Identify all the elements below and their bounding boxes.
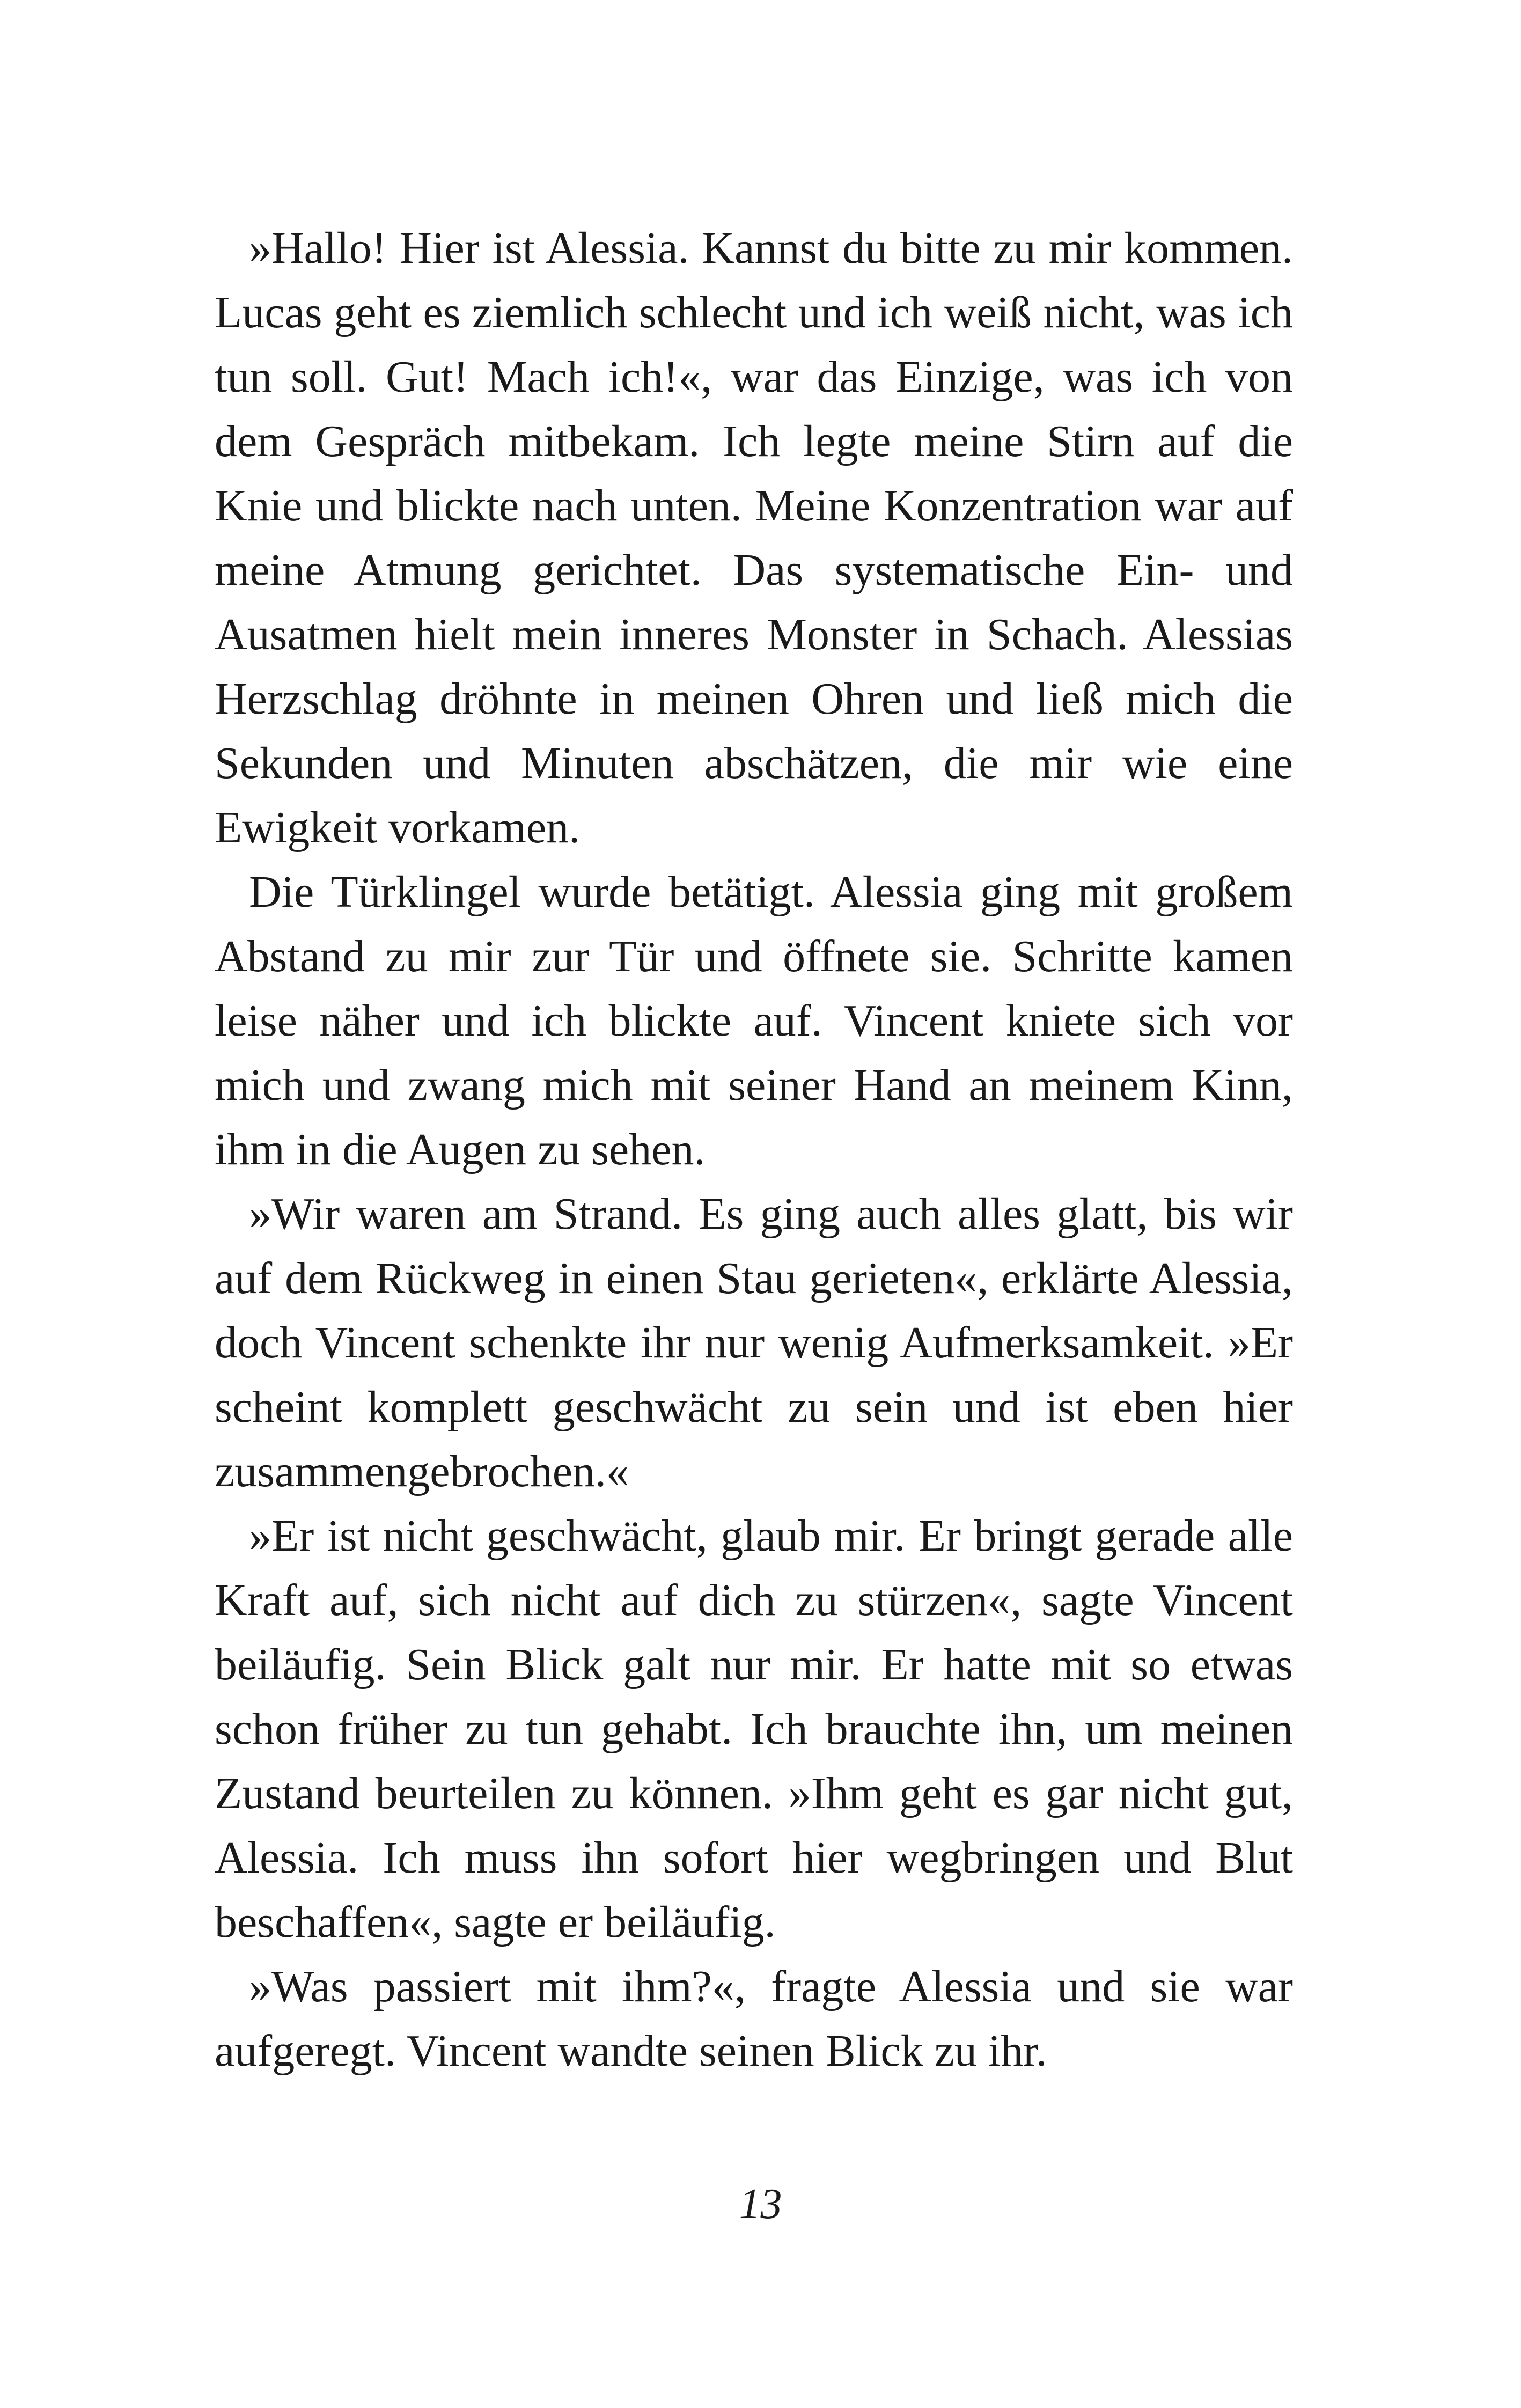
body-text [215,216,1293,2083]
page-number: 13 [739,2181,782,2228]
paragraph-5: »Was passiert mit ihm?«, fragte Alessia und sie war aufgeregt. Vincent wandte seinen Blick zu ihr. [215,1962,1293,2076]
paragraph-3: »Wir waren am Strand. Es ging auch alles glatt, bis wir auf dem Rückweg in einen Stau gerieten«, erklärte Alessia, doch Vincent schenkte ihr nur wenig Aufmerksamkeit. »Er scheint komplett geschwächt zu sein und ist eben hier zusammengebrochen.« [215,1189,1293,1496]
paragraph-4: »Er ist nicht geschwächt, glaub mir. Er bringt gerade alle Kraft auf, sich nicht auf dich zu stürzen«, sagte Vincent beiläufig. Sein Blick galt nur mir. Er hatte mit so etwas schon früher zu tun gehabt. Ich brauchte ihn, um meinen Zustand beurteilen zu können. »Ihm geht es gar nicht gut, Alessia. Ich muss ihn sofort hier wegbringen und Blut beschaffen«, sagte er beiläufig. [215,1511,1293,1947]
paragraph-1: »Hallo! Hier ist Alessia. Kannst du bitte zu mir kommen. Lucas geht es ziemlich schlecht und ich weiß nicht, was ich tun soll. Gut! Mach ich!«, war das Einzige, was ich von dem Gespräch mitbekam. Ich legte meine Stirn auf die Knie und blickte nach unten. Meine Konzentration war auf meine Atmung gerichtet. Das systematische Ein- und Ausatmen hielt mein inneres Monster in Schach. Alessias Herzschlag dröhnte in meinen Ohren und ließ mich die Sekunden und Minuten abschätzen, die mir wie eine Ewigkeit vorkamen. [215,223,1293,853]
paragraph-2: Die Türklingel wurde betätigt. Alessia ging mit großem Abstand zu mir zur Tür und öffnete sie. Schritte kamen leise näher und ich blickte auf. Vincent kniete sich vor mich und zwang mich mit seiner Hand an meinem Kinn, ihm in die Augen zu sehen. [215,867,1293,1174]
